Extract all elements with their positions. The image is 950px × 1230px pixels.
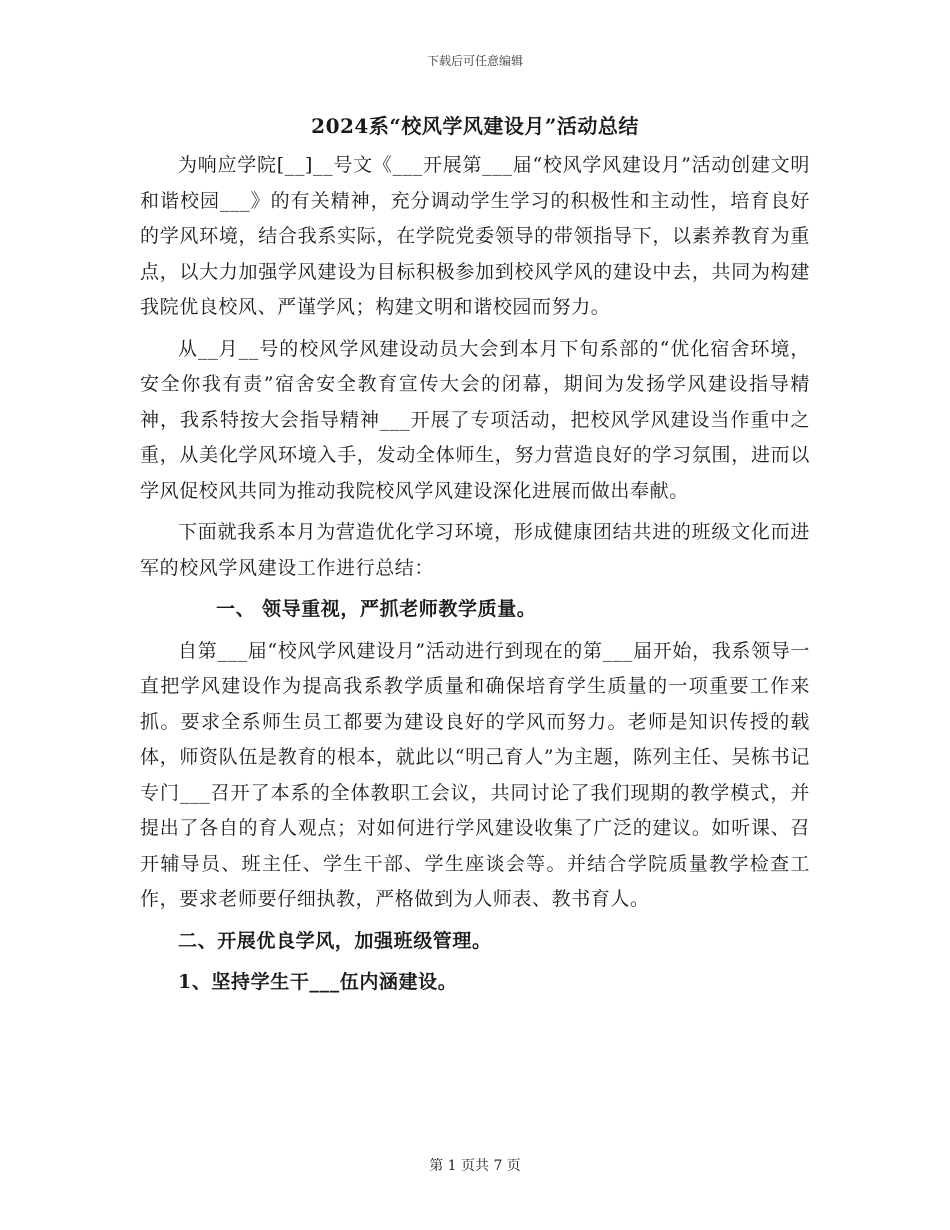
paragraph-summary-lead: 下面就我系本月为营造优化学习环境，形成健康团结共进的班级文化而进军的校风学风建设工作进行总结：	[140, 521, 810, 579]
section-heading-1-number: 一、	[216, 598, 256, 620]
page-header-note: 下载后可任意编辑	[426, 54, 523, 68]
document-title: 2024系“校风学风建设月”活动总结	[311, 114, 639, 138]
section-heading-1	[140, 592, 810, 628]
page-footer-page-number: 第 1 页共 7 页	[429, 1158, 521, 1174]
paragraph-leadership: 自第___届“校风学风建设月”活动进行到现在的第___届开始，我系领导一直把学风建设作为提高我系教学质量和确保培育学生质量的一项重要工作来抓。要求全系师生员工都要为建设良好的学风而努力。老师是知识传授的载体，师资队伍是教育的根本，就此以“明己育人”为主题，陈列主任、吴栋书记专门___召开了本系的全体教职工会议，共同讨论了我们现期的教学模式，并提出了各自的育人观点；对如何进行学风建设收集了广泛的建议。如听课、召开辅导员、班主任、学生干部、学生座谈会等。并结合学院质量教学检查工作，要求老师要仔细执教，严格做到为人师表、教书育人。	[140, 639, 810, 910]
subsection-heading-2-1: 1、坚持学生干___伍内涵建设。	[178, 971, 458, 993]
section-heading-2: 二、开展优良学风，加强班级管理。	[178, 929, 492, 952]
section-heading-1-text: 领导重视，严抓老师教学质量。	[262, 598, 537, 620]
paragraph-intro: 为响应学院[__]__号文《___开展第___届“校风学风建设月”活动创建文明和谐校园___》的有关精神，充分调动学生学习的积极性和主动性，培育良好的学风环境，结合我系实际，在学院党委领导的带领指导下，以素养教育为重点，以大力加强学风建设为目标积极参加到校风学风的建设中去，共同为构建我院优良校风、严谨学风；构建文明和谐校园而努力。	[140, 154, 810, 318]
paragraph-activities: 从__月__号的校风学风建设动员大会到本月下旬系部的“优化宿舍环境，安全你我有责”宿舍安全教育宣传大会的闭幕，期间为发扬学风建设指导精神，我系特按大会指导精神___开展了专项活动，把校风学风建设当作重中之重，从美化学风环境入手，发动全体师生，努力营造良好的学习氛围，进而以学风促校风共同为推动我院校风学风建设深化进展而做出奉献。	[140, 337, 810, 502]
document-body	[140, 108, 810, 1007]
